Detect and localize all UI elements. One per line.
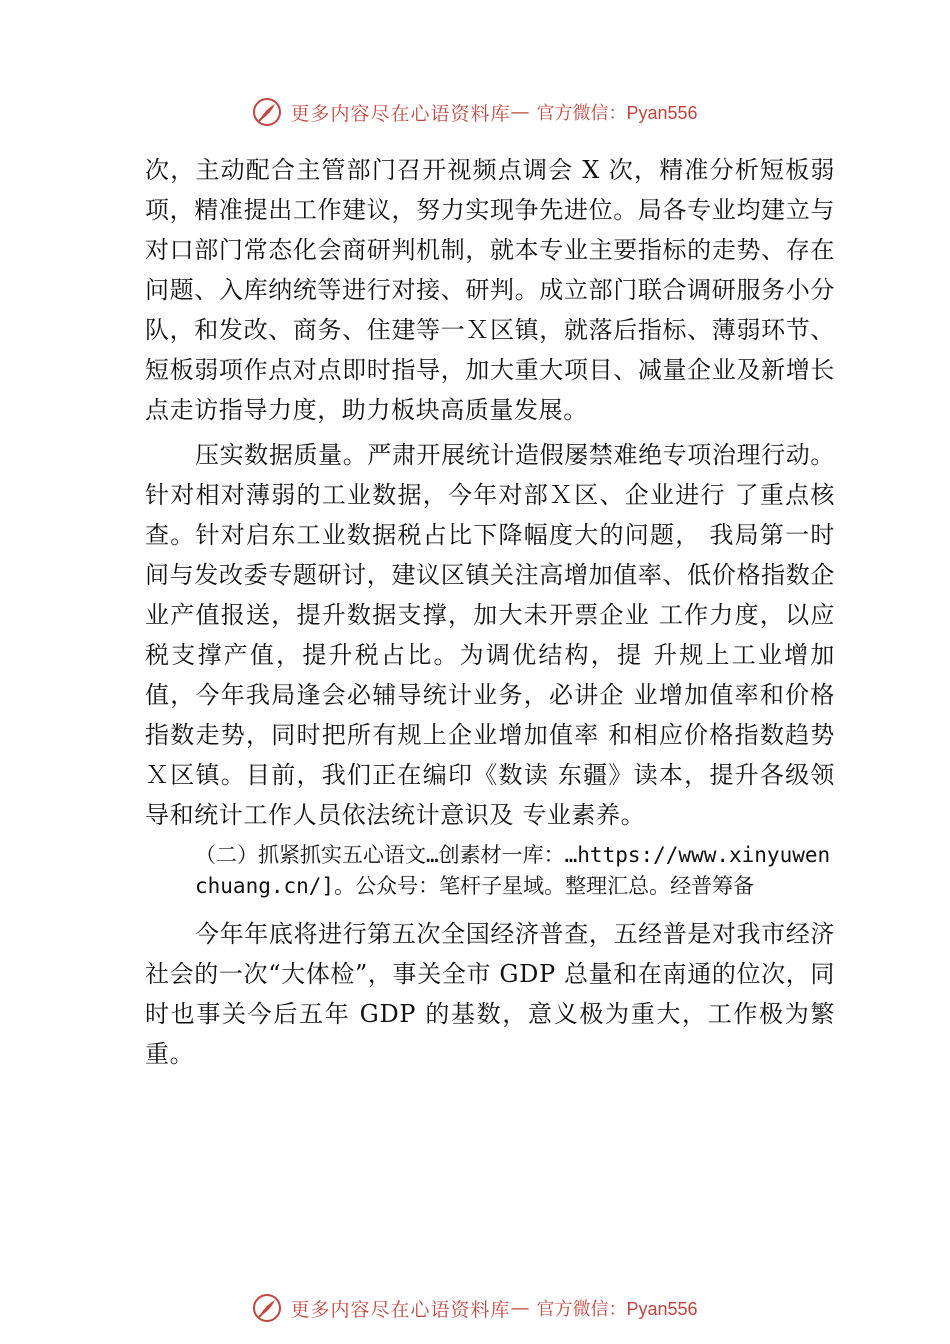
document-body — [145, 150, 835, 1074]
quill-pen-icon — [252, 97, 282, 127]
banner-title: 更多内容尽在心语资料库 — [290, 1298, 511, 1321]
footer-banner — [0, 1288, 950, 1328]
banner-title: 更多内容尽在心语资料库 — [290, 102, 511, 125]
banner-separator: — — [510, 1297, 531, 1319]
banner-wechat: 官方微信：Pyan556 — [536, 1299, 698, 1319]
banner-wechat: 官方微信：Pyan556 — [536, 103, 698, 123]
header-banner — [0, 92, 950, 132]
quill-pen-icon — [252, 1293, 282, 1323]
paragraph-3: 今年年底将进行第五次全国经济普查，五经普是对我市经济社会的一次“大体检”，事关全市 GDP 总量和在南通的位次，同时也事关今后五年 GDP 的基数，意义极为重大，工作极为繁重。 — [145, 920, 835, 1068]
paragraph-2: 压实数据质量。严肃开展统计造假屡禁难绝专项治理行动。针对相对薄弱的工业数据，今年对部Ｘ区、企业进行 了重点核查。针对启东工业数据税占比下降幅度大的问题， 我局第一时间与发改委专题研讨，建议区镇关注高增加值率、低价格指数企业产值报送，提升数据支撑，加大未开票企业 工作力度，以应税支撑产值，提升税占比。为调优结构，提 升规上工业增加值，今年我局逢会必辅导统计业务，必讲企 业增加值率和价格指数走势，同时把所有规上企业增加值率 和相应价格指数趋势Ｘ区镇。目前，我们正在编印《数读 东疆》读本，提升各级领导和统计工作人员依法统计意识及 专业素养。 — [145, 441, 835, 829]
paragraph-1: 次，主动配合主管部门召开视频点调会 X 次，精准分析短板弱项，精准提出工作建议，努力实现争先进位。局各专业均建立与对口部门常态化会商研判机制，就本专业主要指标的走势、存在问题、入库纳统等进行对接、研判。成立部门联合调研服务小分队，和发改、商务、住建等一Ｘ区镇，就落后指标、薄弱环节、短板弱项作点对点即时指导，加大重大项目、减量企业及新增长点走访指导力度，助力板块高质量发展。 — [145, 156, 835, 424]
section-heading: （二）抓紧抓实五心语文…创素材一库：…https://www.xinyuwenchuang.cn/]。公众号：笔杆子星域。整理汇总。经普筹备 — [195, 843, 831, 898]
banner-separator: — — [510, 101, 531, 123]
